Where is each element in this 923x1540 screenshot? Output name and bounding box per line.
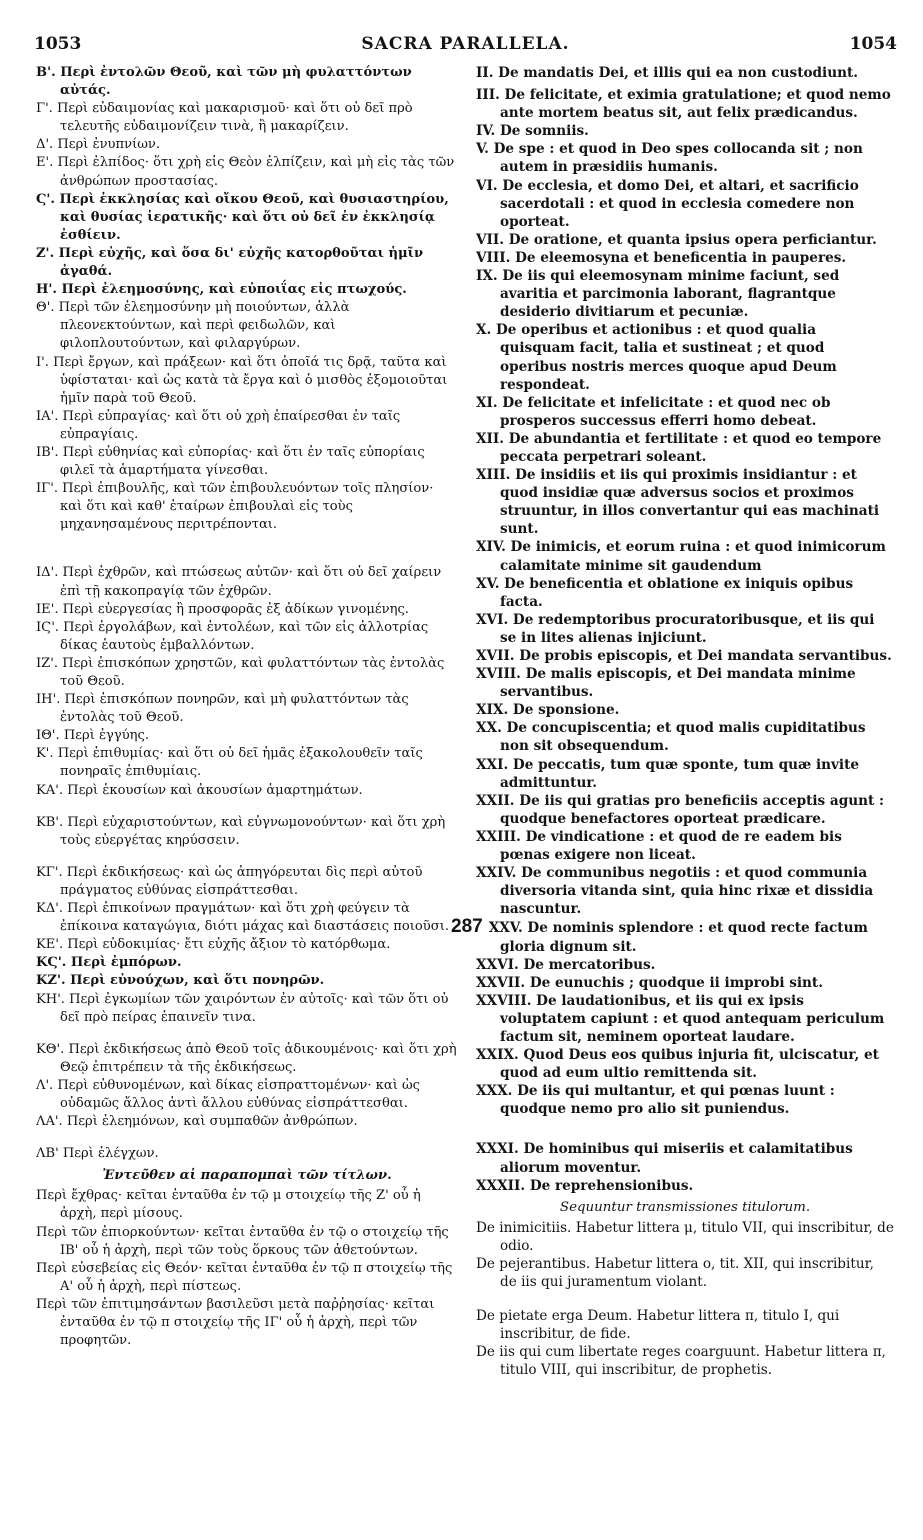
title-entry	[476, 64, 894, 82]
title-entry	[36, 972, 458, 990]
title-entry	[451, 916, 894, 955]
entry-text: Περὶ τῶν ἐπιτιμησάντων βασιλεῦσι μετὰ παῤῥησίας· κεῖται ἐνταῦθα ἐν τῷ π στοιχείῳ τῆς ΙΓ' οὗ ἡ ἀρχὴ, περὶ τῶν προφητῶν.	[36, 1296, 435, 1349]
title-entry	[476, 575, 894, 611]
title-entry	[36, 954, 458, 972]
title-entry	[36, 281, 458, 299]
title-entry	[476, 1177, 894, 1195]
greek-column	[36, 64, 458, 1350]
entry-text: XXVIII. De laudationibus, et iis qui ex ipsis voluptatem capiunt : et quod antequam periculum factum sit, neminem oporteat laudare.	[476, 992, 885, 1045]
entry-text: IX. De iis qui eleemosynam minime faciunt, sed avaritia et parcimonia laborant, flagrantque desiderio divitiarum et pecuniæ.	[476, 268, 840, 321]
title-entry	[476, 1307, 894, 1343]
entry-text: De pietate erga Deum. Habetur littera π, titulo I, qui inscribitur, de fide.	[476, 1308, 840, 1343]
entry-text: XXX. De iis qui multantur, et qui pœnas luunt : quodque nemo pro alio sit puniendus.	[476, 1083, 835, 1118]
entry-text: VII. De oratione, et quanta ipsius opera perficiantur.	[476, 231, 877, 248]
title-entry	[36, 1113, 458, 1131]
title-entry	[36, 601, 458, 619]
title-entry	[476, 1255, 894, 1291]
title-entry	[36, 745, 458, 781]
entry-text: XIV. De inimicis, et eorum ruina : et quod inimicorum calamitate minime sit gaudendum	[476, 539, 886, 574]
title-entry	[36, 782, 458, 800]
latin-column	[451, 64, 894, 1380]
entry-text: Γ'. Περὶ εὐδαιμονίας καὶ μακαρισμοῦ· καὶ ὅτι οὐ δεῖ πρὸ τελευτῆς εὐδαιμονίζειν τινὰ, ἢ μακαρίζειν.	[36, 101, 413, 135]
title-entry	[36, 936, 458, 954]
entry-text: ΚΑ'. Περὶ ἑκουσίων καὶ ἀκουσίων ἁμαρτημάτων.	[36, 782, 363, 798]
entry-text: ΙϚ'. Περὶ ἐργολάβων, καὶ ἐντολέων, καὶ τῶν εἰς ἀλλοτρίας δίκας ἑαυτοὺς ἐμβαλλόντων.	[36, 619, 429, 653]
entry-text: Περὶ εὐσεβείας εἰς Θεόν· κεῖται ἐνταῦθα ἐν τῷ π στοιχείῳ τῆς Α' οὗ ἡ ἀρχὴ, περὶ πίστεως.	[36, 1260, 453, 1294]
entry-text: De pejerantibus. Habetur littera ο, tit. XII, qui inscribitur, de iis qui juramentum violant.	[476, 1256, 874, 1291]
page-number-left: 1053	[34, 34, 82, 54]
title-entry	[36, 408, 458, 444]
entry-text: VI. De ecclesia, et domo Dei, et altari, et sacrificio sacerdotali : et quod in ecclesia comedere non oporteat.	[476, 177, 859, 230]
entry-text: VIII. De eleemosyna et beneficentia in pauperes.	[476, 249, 847, 266]
entry-text: XIX. De sponsione.	[476, 702, 620, 719]
entry-text: Ζ'. Περὶ εὐχῆς, καὶ ὅσα δι' εὐχῆς κατορθοῦται ἡμῖν ἀγαθά.	[36, 245, 424, 280]
entry-text: Η'. Περὶ ἐλεημοσύνης, καὶ εὐποιΐας εἰς πτωχούς.	[36, 282, 407, 298]
entry-text: XXII. De iis qui gratias pro beneficiis acceptis agunt : quodque benefactores oporteat prædicare.	[476, 792, 885, 827]
entry-text: V. De spe : et quod in Deo spes collocanda sit ; non autem in præsidiis humanis.	[476, 141, 863, 176]
title-entry	[36, 64, 458, 100]
entry-text: IV. De somniis.	[476, 123, 589, 140]
entry-text: ΚΕ'. Περὶ εὐδοκιμίας· ἔτι εὐχῆς ἄξιον τὸ κατόρθωμα.	[36, 937, 391, 953]
entry-text: XXIV. De communibus negotiis : et quod communia diversoria vitanda sint, quia hinc rixæ et dissidia nascuntur.	[476, 865, 874, 918]
title-entry	[476, 466, 894, 538]
title-entry	[476, 394, 894, 430]
title-entry	[36, 814, 458, 850]
title-entry	[476, 1046, 894, 1082]
title-entry	[36, 619, 458, 655]
margin-column-number: 287	[451, 916, 483, 938]
title-entry	[476, 122, 894, 140]
title-entry	[36, 1260, 458, 1296]
title-entry	[476, 86, 894, 122]
title-entry	[476, 1140, 894, 1176]
entry-text: ΙΔ'. Περὶ ἐχθρῶν, καὶ πτώσεως αὐτῶν· καὶ ὅτι οὐ δεῖ χαίρειν ἐπὶ τῇ κακοπραγίᾳ τῶν ἐχθρῶν.	[36, 565, 442, 599]
title-entry	[36, 1041, 458, 1077]
entry-text: De inimicitiis. Habetur littera μ, titulo VII, qui inscribitur, de odio.	[476, 1219, 894, 1254]
title-entry	[36, 864, 458, 900]
entry-text: ΚΔ'. Περὶ ἐπικοίνων πραγμάτων· καὶ ὅτι χρὴ φεύγειν τὰ ἐπίκοινα καταγώγια, διότι μάχας καὶ διαστάσεις ποιοῦσι.	[36, 901, 449, 935]
entry-text: XX. De concupiscentia; et quod malis cupiditatibus non sit obsequendum.	[476, 720, 866, 755]
title-entry	[36, 727, 458, 745]
title-entry	[476, 177, 894, 231]
page-number-right: 1054	[849, 34, 897, 54]
title-entry	[476, 611, 894, 647]
entry-text: Β'. Περὶ ἐντολῶν Θεοῦ, καὶ τῶν μὴ φυλαττόντων αὐτάς.	[36, 65, 412, 99]
title-entry	[476, 864, 894, 918]
title-entry	[36, 1187, 458, 1223]
entry-text: XVIII. De malis episcopis, et Dei mandata minime servantibus.	[476, 666, 856, 701]
title-entry	[36, 991, 458, 1027]
transmissions-subheading: Ἐντεῦθεν αἱ παραπομπαὶ τῶν τίτλων.	[102, 1168, 392, 1184]
entry-text: X. De operibus et actionibus : et quod qualia quisquam facit, talia et sustineat ; et quod operibus nostris merces quoque apud Deum respondeat.	[476, 322, 837, 393]
entry-text: Κ'. Περὶ ἐπιθυμίας· καὶ ὅτι οὐ δεῖ ἡμᾶς ἐξακολουθεῖν ταῖς πονηραῖς ἐπιθυμίαις.	[36, 746, 423, 780]
entry-text: II. De mandatis Dei, et illis qui ea non custodiunt.	[476, 65, 858, 81]
entry-text: ΙΕ'. Περὶ εὐεργεσίας ἢ προσφορᾶς ἐξ ἀδίκων γινομένης.	[36, 601, 409, 617]
entry-text: ΙΘ'. Περὶ ἐγγύης.	[36, 728, 150, 744]
entry-text: XXI. De peccatis, tum quæ sponte, tum quæ invite admittuntur.	[476, 756, 860, 791]
title-entry	[476, 701, 894, 719]
title-entry	[476, 267, 894, 321]
entry-text: Ϛ'. Περὶ ἐκκλησίας καὶ οἴκου Θεοῦ, καὶ θυσιαστηρίου, καὶ θυσίας ἱερατικῆς· καὶ ὅτι οὐ δεῖ ἐν ἐκκλησίᾳ ἐσθίειν.	[36, 191, 449, 243]
transmissions-subheading: Sequuntur transmissiones titulorum.	[559, 1199, 811, 1215]
entry-text: XVII. De probis episcopis, et Dei mandata servantibus.	[476, 648, 892, 664]
title-entry	[476, 719, 894, 755]
entry-text: Λ'. Περὶ εὐθυνομένων, καὶ δίκας εἰσπραττομένων· καὶ ὡς οὐδαμῶς ἄλλος ἀντὶ ἄλλου εὐθύνας εἰσπράττεσθαι.	[36, 1077, 420, 1111]
entry-text: ΚΗ'. Περὶ ἐγκωμίων τῶν χαιρόντων ἐν αὐτοῖς· καὶ τῶν ὅτι οὐ δεῖ πρὸ πείρας ἐπαινεῖν τινα.	[36, 991, 449, 1025]
title-entry	[36, 480, 458, 534]
title-entry	[36, 136, 458, 154]
entry-text: XXVII. De eunuchis ; quodque ii improbi sint.	[476, 974, 823, 991]
title-entry	[36, 154, 458, 190]
entry-text: XXIX. Quod Deus eos quibus injuria fit, ulciscatur, et quod ad eum ultio remittenda sit.	[476, 1047, 879, 1082]
title-entry	[476, 140, 894, 176]
entry-text: XXXII. De reprehensionibus.	[476, 1177, 694, 1194]
entry-text: XV. De beneficentia et oblatione ex iniquis opibus facta.	[476, 575, 854, 610]
entry-text: ΙΒ'. Περὶ εὐθηνίας καὶ εὐπορίας· καὶ ὅτι ἐν ταῖς εὐπορίαις φιλεῖ τὰ ἁμαρτήματα γίνεσθαι.	[36, 444, 425, 479]
entry-text: XII. De abundantia et fertilitate : et quod eo tempore peccata perpetrari soleant.	[476, 430, 882, 465]
entry-text: XVI. De redemptoribus procuratoribusque, et iis qui se in lites alienas injiciunt.	[476, 611, 875, 646]
entry-text: Δ'. Περὶ ἐνυπνίων.	[36, 137, 161, 153]
entry-text: De iis qui cum libertate reges coarguunt. Habetur littera π, titulo VIII, qui inscribitur, de prophetis.	[476, 1344, 886, 1379]
title-entry	[476, 249, 894, 267]
title-entry	[476, 1219, 894, 1255]
entry-text: Ι'. Περὶ ἔργων, καὶ πράξεων· καὶ ὅτι ὁποῖά τις δρᾷ, ταῦτα καὶ ὑφίσταται· καὶ ὡς κατὰ τὰ ἔργα καὶ ὁ μισθὸς ἐξομοιοῦται ἡμῖν παρὰ τοῦ Θεοῦ.	[36, 354, 448, 406]
entry-text: III. De felicitate, et eximia gratulatione; et quod nemo ante mortem beatus sit, aut felix prædicandus.	[476, 87, 891, 122]
title-entry	[476, 1343, 894, 1379]
title-entry	[36, 100, 458, 136]
entry-text: Περὶ ἔχθρας· κεῖται ἐνταῦθα ἐν τῷ μ στοιχείῳ τῆς Ζ' οὗ ἡ ἀρχὴ, περὶ μίσους.	[36, 1188, 421, 1222]
title-entry	[36, 691, 458, 727]
title-entry	[36, 1296, 458, 1350]
running-header	[34, 34, 897, 56]
entry-text: Περὶ τῶν ἐπιορκούντων· κεῖται ἐνταῦθα ἐν τῷ ο στοιχείῳ τῆς ΙΒ' οὗ ἡ ἀρχὴ, περὶ τῶν τοὺς ὅρκους τῶν ἀθετούντων.	[36, 1224, 449, 1258]
title-entry	[476, 992, 894, 1046]
title-entry	[476, 1082, 894, 1118]
entry-text: ΙΖ'. Περὶ ἐπισκόπων χρηστῶν, καὶ φυλαττόντων τὰς ἐντολὰς τοῦ Θεοῦ.	[36, 655, 445, 689]
title-entry	[36, 245, 458, 281]
title-entry	[36, 354, 458, 408]
title-entry	[36, 191, 458, 245]
entry-text: ΙΗ'. Περὶ ἐπισκόπων πονηρῶν, καὶ μὴ φυλαττόντων τὰς ἐντολὰς τοῦ Θεοῦ.	[36, 692, 409, 726]
entry-text: ΙΑ'. Περὶ εὐπραγίας· καὶ ὅτι οὐ χρὴ ἐπαίρεσθαι ἐν ταῖς εὐπραγίαις.	[36, 408, 401, 442]
title-entry	[36, 655, 458, 691]
title-entry	[476, 974, 894, 992]
title-entry	[36, 444, 458, 480]
entry-text: Ε'. Περὶ ἐλπίδος· ὅτι χρὴ εἰς Θεὸν ἐλπίζειν, καὶ μὴ εἰς τὰς τῶν ἀνθρώπων προστασίας.	[36, 155, 455, 189]
entry-text: ΙΓ'. Περὶ ἐπιβουλῆς, καὶ τῶν ἐπιβουλευόντων τοῖς πλησίον· καὶ ὅτι καὶ καθ' ἑταίρων ἐπιβουλαὶ εἰς τοὺς μηχανησαμένους περιτρέπονται.	[36, 481, 434, 533]
entry-text: ΚΒ'. Περὶ εὐχαριστούντων, καὶ εὐγνωμονούντων· καὶ ὅτι χρὴ τοὺς εὐεργέτας κηρύσσειν.	[36, 814, 446, 848]
entry-text: XXXI. De hominibus qui miseriis et calamitatibus aliorum moventur.	[476, 1141, 853, 1176]
title-entry	[476, 538, 894, 574]
title-entry	[476, 647, 894, 665]
title-entry	[36, 1224, 458, 1260]
title-entry	[36, 564, 458, 600]
title-entry	[36, 1145, 458, 1163]
title-entry	[476, 231, 894, 249]
entry-text: XIII. De insidiis et iis qui proximis insidiantur : et quod insidiæ quæ adversus socios et proximos struuntur, in illos convertantur qui eas machinati sunt.	[476, 467, 880, 538]
title-entry	[476, 828, 894, 864]
title-entry	[476, 756, 894, 792]
title-entry	[36, 900, 458, 936]
entry-text: ΚΘ'. Περὶ ἐκδικήσεως ἀπὸ Θεοῦ τοῖς ἀδικουμένοις· καὶ ὅτι χρὴ Θεῷ ἐπιτρέπειν τὰ τῆς ἐκδικήσεως.	[36, 1041, 457, 1075]
entry-text: ΚΓ'. Περὶ ἐκδικήσεως· καὶ ὡς ἀπηγόρευται δὶς περὶ αὐτοῦ πράγματος εὐθύνας εἰσπράττεσθαι.	[36, 864, 423, 898]
entry-text: ΛΒ' Περὶ ἐλέγχων.	[36, 1146, 159, 1162]
running-title: SACRA PARALLELA.	[361, 34, 570, 54]
title-entry	[476, 430, 894, 466]
entry-text: XI. De felicitate et infelicitate : et quod nec ob prosperos successus efferri homo debeat.	[476, 394, 831, 429]
entry-text: XXIII. De vindicatione : et quod de re eadem bis pœnas exigere non liceat.	[476, 828, 842, 864]
title-entry	[476, 792, 894, 828]
title-entry	[476, 665, 894, 701]
entry-text: ΚΖ'. Περὶ εὐνούχων, καὶ ὅτι πονηρῶν.	[36, 973, 325, 989]
entry-text: Θ'. Περὶ τῶν ἐλεημοσύνην μὴ ποιούντων, ἀλλὰ πλεονεκτούντων, καὶ περὶ φειδωλῶν, καὶ φιλοπλουτούντων, καὶ φιλαργύρων.	[36, 300, 350, 352]
entry-text: XXV. De nominis splendore : et quod recte factum gloria dignum sit.	[488, 920, 868, 955]
entry-text: ΚϚ'. Περὶ ἐμπόρων.	[36, 955, 182, 971]
title-entry	[476, 321, 894, 393]
title-entry	[476, 956, 894, 974]
title-entry	[36, 299, 458, 353]
title-entry	[36, 1077, 458, 1113]
entry-text: XXVI. De mercatoribus.	[476, 956, 656, 973]
entry-text: ΛΑ'. Περὶ ἐλεημόνων, καὶ συμπαθῶν ἀνθρώπων.	[36, 1114, 358, 1130]
